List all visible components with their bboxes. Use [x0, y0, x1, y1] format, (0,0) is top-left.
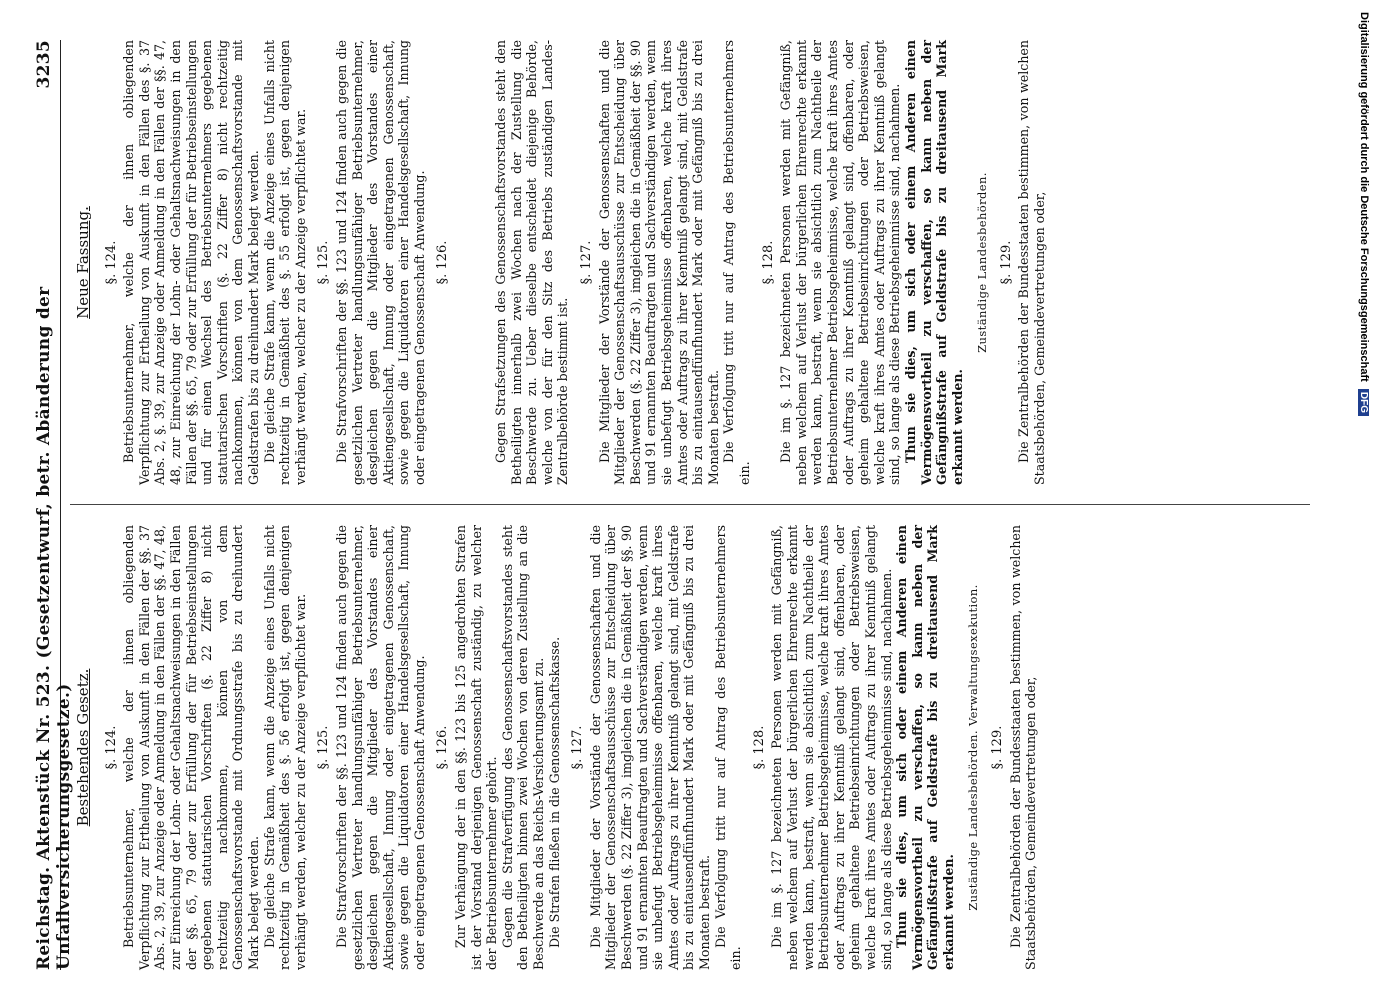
section-129-text: Die Zentralbehörden der Bundesstaaten bestimmen, von welchen Staatsbehörden, Gemeindevertretungen oder, — [1007, 525, 1039, 970]
section-129-sign: §. 129. — [990, 725, 1006, 770]
section-127-text-2-new: Die Verfolgung tritt nur auf Antrag des Betriebsunternehmers ein. — [721, 40, 752, 485]
section-128-text: Die im §. 127 bezeichneten Personen werden mit Gefängniß, neben welchem auf Verlust der bürgerlichen Ehrenrechte erkannt werden kann, bestraft, wenn sie absichtlich zum Nachtheile der Betriebsunternehmer Betriebsgeheimnisse, welche kraft ihres Amtes oder Auftrags zu ihrer Kenntniß gelangt sind, offenbaren, oder geheim gehaltene Betriebseinrichtungen oder Betriebsweisen, welche kraft ihres Amtes oder Auftrags zu ihrer Kenntniß gelangt sind, so lange als diese Betriebsgeheimnisse sind, nachahmen. — [769, 525, 894, 970]
section-125-text: Die Strafvorschriften der §§. 123 und 124 finden auch gegen die gesetzlichen Vertreter handlungsunfähiger Betriebsunternehmer, desgleichen gegen die Mitglieder des Vorstandes einer Aktiengesellschaft, Innung oder eingetragenen Genossenschaft, sowie gegen die Liquidatoren einer Handelsgesellschaft, Innung oder eingetragenen Genossenschaft Anwendung. — [333, 525, 427, 970]
column-heading-existing: Bestehendes Gesetz. — [74, 668, 92, 827]
section-127-text: Die Mitglieder der Vorstände der Genossenschaften und die Mitglieder der Genossenschaftsausschüsse zur Entscheidung über Beschwerden (§. 22 Ziffer 3), imgleichen die in Gemäßheit der §§. 90 und 91 ernannten Beauftragten und Sachverständigen werden, wenn sie unbefugt Betriebsgeheimnisse offenbaren, welche kraft ihres Amtes oder Auftrags zu ihrer Kenntniß gelangt sind, mit Geldstrafe bis zu eintausendfünfhundert Mark oder mit Gefängniß bis zu drei Monaten bestraft. — [587, 525, 712, 970]
section-128-text-2: Thun sie dies, um sich oder einem Anderen einen Vermögensvortheil zu verschaffen, so kann neben der Gefängnißstrafe auf Geldstrafe bis zu dreitausend Mark erkannt werden. — [894, 525, 956, 970]
dfg-logo: DFG — [1358, 389, 1369, 416]
section-126-sign: §. 126. — [435, 725, 451, 770]
spacer — [453, 40, 493, 485]
column-heading-new: Neue Fassung. — [74, 206, 92, 319]
section-heading-admin: Zuständige Landesbehörden. Verwaltungsexekution. — [966, 584, 981, 911]
section-127-sign: §. 127. — [570, 725, 586, 770]
section-125-text-new: Die Strafvorschriften der §§. 123 und 124 finden auch gegen die gesetzlichen Vertreter handlungsunfähiger Betriebsunternehmer, desgleichen gegen die Mitglieder des Vorstandes einer Aktiengesellschaft, Innung oder eingetragenen Genossenschaft, sowie gegen die Liquidatoren einer Handelsgesellschaft, Innung oder eingetragenen Genossenschaft Anwendung. — [333, 40, 427, 485]
header-title: Reichstag. Aktenstück Nr. 523. (Gesetzentwurf, betr. Abänderung der Unfallversicherungsgesetze.) — [34, 286, 74, 970]
section-124-text-2: Die gleiche Strafe kann, wenn die Anzeige eines Unfalls nicht rechtzeitig in Gemäßheit des §. 56 erfolgt ist, gegen denjenigen verhängt werden, welcher zu der Anzeige verpflichtet war. — [261, 525, 308, 970]
section-126-text-3: Die Strafen fließen in die Genossenschaftskasse. — [546, 636, 562, 948]
credit-text-wrapper — [1358, 12, 1370, 416]
section-heading-admin-new: Zuständige Landesbehörden. — [975, 172, 990, 353]
section-124-sign: §. 124. — [103, 725, 119, 770]
section-128-text-new: Die im §. 127 bezeichneten Personen werden mit Gefängniß, neben welchem auf Verlust der bürgerlichen Ehrenrechte erkannt werden kann, bestraft, wenn sie absichtlich zum Nachtheile der Betriebsunternehmer Betriebsgeheimnisse, welche kraft ihres Amtes oder Auftrags zu ihrer Kenntniß gelangt sind, offenbaren, oder geheim gehaltene Betriebseinrichtungen oder Betriebsweisen, welche kraft ihres Amtes oder Auftrags zu ihrer Kenntniß gelangt sind, so lange als diese Betriebsgeheimnisse sind, nachahmen. — [778, 40, 903, 485]
digitization-credit — [1352, 12, 1374, 992]
page-number: 3235 — [34, 40, 54, 89]
section-124-text-2-new: Die gleiche Strafe kann, wenn die Anzeige eines Unfalls nicht rechtzeitig in Gemäßheit des §. 55 erfolgt ist, gegen denjenigen verhängt werden, welcher zu der Anzeige verpflichtet war. — [261, 40, 308, 485]
column-existing-law — [70, 525, 1320, 970]
section-124-sign-new: §. 124. — [103, 240, 119, 285]
section-126-text: Zur Verhängung der in den §§. 123 bis 125 angedrohten Strafen ist der Vorstand derjenigen Genossenschaft zuständig, zu welcher der Betriebsunternehmer gehört. — [453, 525, 500, 970]
credit-text: Digitalisierung gefördert durch die Deutsche Forschungsgemeinschaft — [1358, 12, 1370, 382]
section-125-sign-new: §. 125. — [316, 240, 332, 285]
section-126-text-2: Gegen die Strafverfügung des Genossenschaftsvorstandes steht den Betheiligten binnen zwei Wochen von deren Zustellung an die Beschwerde an das Reichs-Versicherungsamt zu. — [499, 525, 547, 970]
section-128-text-2-new: Thun sie dies, um sich oder einem Anderen einen Vermögensvortheil zu verschaffen, so kann neben der Gefängnißstrafe auf Geldstrafe bis zu dreitausend Mark erkannt werden. — [902, 40, 965, 485]
page-header — [30, 40, 74, 970]
section-128-sign: §. 128. — [751, 725, 767, 770]
section-126-sign-new: §. 126. — [435, 240, 451, 285]
section-126-text-new: Gegen Strafsetzungen des Genossenschaftsvorstandes steht den Betheiligten innerhalb zwei Wochen nach der Zustellung die Beschwerde zu. Ueber dieselbe entscheidet diejenige Behörde, welche von der für den Sitz des Betriebs zuständigen Landes-Zentralbehörde bestimmt ist. — [493, 40, 571, 485]
section-127-text-new: Die Mitglieder der Vorstände der Genossenschaften und die Mitglieder der Genossenschaftsausschüsse zur Entscheidung über Beschwerden (§. 22 Ziffer 3), imgleichen die in Gemäßheit der §§. 90 und 91 ernannten Beauftragten und Sachverständigen werden, wenn sie unbefugt Betriebsgeheimnisse offenbaren, welche kraft ihres Amtes oder Auftrags zu ihrer Kenntniß gelangt sind, mit Geldstrafe bis zu eintausendfünfhundert Mark oder mit Gefängniß bis zu drei Monaten bestraft. — [596, 40, 721, 485]
section-125-sign: §. 125. — [316, 725, 332, 770]
section-124-text: Betriebsunternehmer, welche der ihnen obliegenden Verpflichtung zur Ertheilung von Auskunft in den Fällen der §§. 37 Abs. 2, 39, zur Anzeige oder Anmeldung in den Fällen der §§. 47, 48, zur Einreichung der Lohn- oder Gehaltsnachweisungen in den Fällen der §§. 65, 79 oder zur Erfüllung der für Betriebseinstellungen gegebenen statutarischen Vorschriften (§. 22 Ziffer 8) nicht rechtzeitig nachkommen, können von dem Genossenschaftsvorstande mit Ordnungsstrafe bis zu dreihundert Mark belegt werden. — [121, 525, 261, 970]
section-124-text-new: Betriebsunternehmer, welche der ihnen obliegenden Verpflichtung zur Ertheilung von Auskunft in den Fällen des §. 37 Abs. 2, §. 39, zur Anzeige oder Anmeldung in den Fällen der §§. 47, 48, zur Einreichung der Lohn- oder Gehaltsnachweisungen in den Fällen der §§. 65, 79 oder zur Erfüllung der für Betriebseinstellungen und für einen Wechsel des Betriebsunternehmers gegebenen statutarischen Vorschriften (§. 22 Ziffer 8) nicht rechtzeitig nachkommen, können von dem Genossenschaftsvorstande mit Geldstrafen bis zu dreihundert Mark belegt werden. — [121, 40, 261, 485]
section-129-text-new: Die Zentralbehörden der Bundesstaaten bestimmen, von welchen Staatsbehörden, Gemeindevertretungen oder, — [1016, 40, 1048, 485]
section-127-text-2: Die Verfolgung tritt nur auf Antrag des Betriebsunternehmers ein. — [712, 525, 744, 970]
column-new-version — [70, 40, 1320, 485]
section-128-sign-new: §. 128. — [760, 240, 776, 285]
section-127-sign-new: §. 127. — [579, 240, 595, 285]
rotated-document-page — [30, 40, 1320, 970]
section-129-sign-new: §. 129. — [998, 240, 1014, 285]
column-divider — [70, 504, 1310, 505]
